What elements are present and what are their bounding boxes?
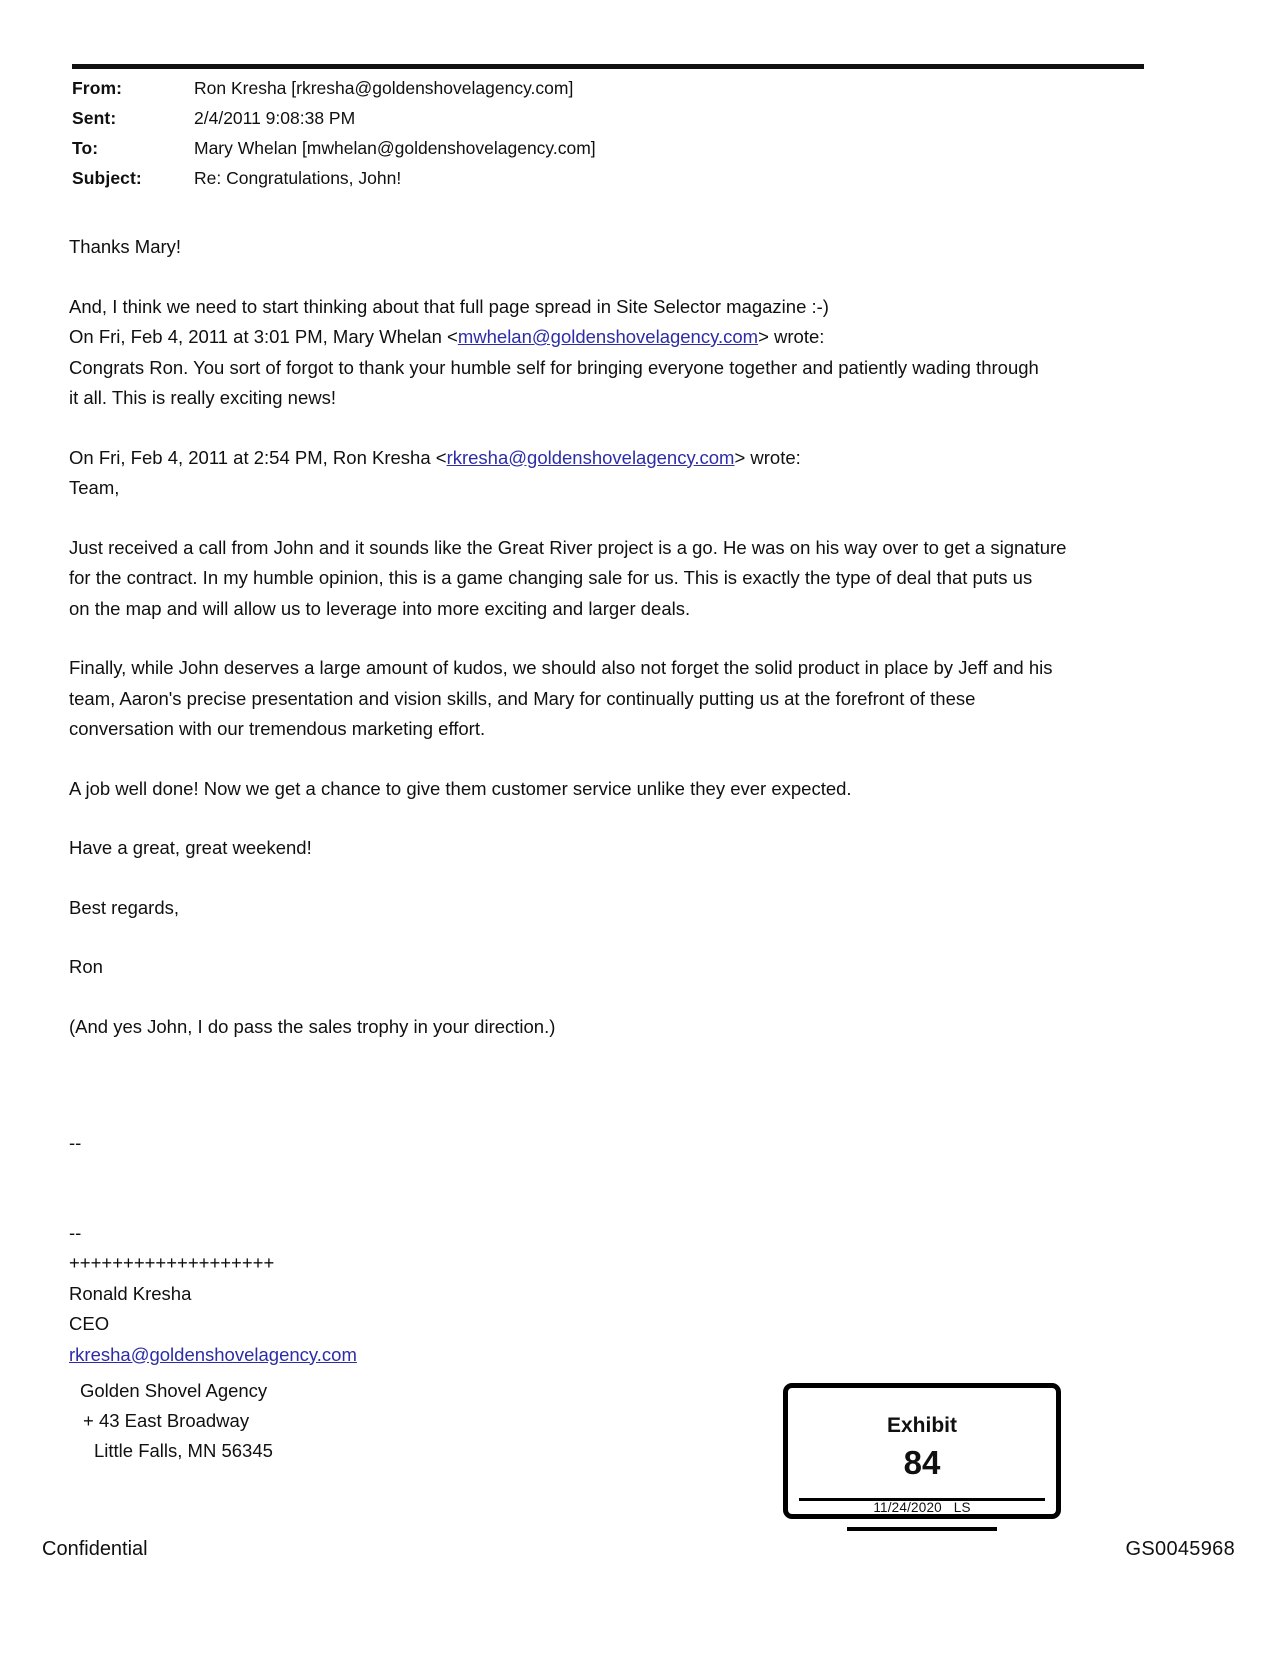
weekend-line: Have a great, great weekend!	[69, 837, 312, 858]
company-address-block	[80, 1376, 273, 1467]
signature-name: Ronald Kresha	[69, 1282, 192, 1304]
quote1-body-line-2: it all. This is really exciting news!	[69, 387, 336, 408]
postscript-line: (And yes John, I do pass the sales trophy in your direction.)	[69, 1015, 556, 1037]
paragraph-weekend	[69, 833, 1129, 864]
quote2-attribution	[69, 443, 1129, 474]
header-row-from	[72, 78, 1072, 108]
project-line-2: for the contract. In my humble opinion, this is a game changing sale for us. This is exactly the type of deal that puts us	[69, 567, 1033, 588]
exhibit-stamp-bottom-edge	[847, 1519, 997, 1531]
company-city-state-zip: Little Falls, MN 56345	[94, 1440, 273, 1462]
paragraph-magazine-and-quote1	[69, 292, 1129, 414]
quote2-prefix: On Fri, Feb 4, 2011 at 2:54 PM, Ron Kresha <	[69, 446, 447, 468]
header-label-to: To:	[72, 138, 99, 158]
header-value-to: Mary Whelan [mwhelan@goldenshovelagency.com]	[194, 138, 596, 158]
exhibit-stamp	[783, 1383, 1061, 1519]
quote1-attribution	[69, 322, 1129, 353]
bates-number: GS0045968	[1125, 1538, 1235, 1560]
dash-separator-1: --	[69, 1132, 82, 1153]
header-label-from: From:	[72, 78, 123, 98]
paragraph-kudos	[69, 653, 1129, 745]
quote1-suffix: > wrote:	[758, 326, 825, 347]
signature-gap	[69, 1159, 769, 1218]
signature-block	[69, 1128, 769, 1370]
signer-line: Ron	[69, 956, 103, 977]
email-body	[69, 232, 1129, 1042]
exhibit-stamp-date	[788, 1500, 1056, 1515]
quote2-email-link[interactable]: rkresha@goldenshovelagency.com	[446, 446, 735, 468]
signature-email-link[interactable]: rkresha@goldenshovelagency.com	[69, 1343, 357, 1365]
header-row-subject	[72, 168, 1072, 198]
exhibit-stamp-title: Exhibit	[886, 1414, 957, 1437]
quote2-salutation: Team,	[69, 477, 120, 498]
plus-separator: +++++++++++++++++++	[69, 1252, 275, 1273]
header-label-subject: Subject:	[72, 168, 142, 188]
header-value-sent: 2/4/2011 9:08:38 PM	[194, 108, 356, 128]
signoff-line: Best regards,	[69, 896, 180, 918]
dash-separator-2: --	[69, 1221, 82, 1243]
company-name: Golden Shovel Agency	[80, 1380, 268, 1401]
well-done-line: A job well done! Now we get a chance to give them customer service unlike they ever expected.	[69, 777, 852, 799]
signature-title: CEO	[69, 1313, 110, 1334]
paragraph-quote2-attribution	[69, 443, 1129, 504]
magazine-line: And, I think we need to start thinking about that full page spread in Site Selector magazine :-)	[69, 295, 829, 317]
project-line-1: Just received a call from John and it sounds like the Great River project is a go. He was on his way over to get a signature	[69, 536, 1067, 558]
header-divider-rule	[72, 64, 1144, 69]
quote2-suffix: > wrote:	[734, 446, 801, 468]
header-row-to	[72, 138, 1072, 168]
header-value-from: Ron Kresha [rkresha@goldenshovelagency.com]	[194, 78, 574, 98]
project-line-3: on the map and will allow us to leverage into more exciting and larger deals.	[69, 597, 691, 619]
quote1-prefix: On Fri, Feb 4, 2011 at 3:01 PM, Mary Whelan <	[69, 326, 458, 347]
header-label-sent: Sent:	[72, 108, 117, 128]
kudos-line-1: Finally, while John deserves a large amount of kudos, we should also not forget the solid product in place by Jeff and his	[69, 657, 1053, 678]
company-street: + 43 East Broadway	[83, 1410, 250, 1432]
exhibit-stamp-initials: LS	[953, 1500, 971, 1515]
paragraph-signoff	[69, 893, 1129, 924]
paragraph-signer	[69, 952, 1129, 983]
paragraph-greeting	[69, 232, 1129, 263]
exhibit-stamp-number: 84	[903, 1444, 941, 1481]
header-row-sent	[72, 108, 1072, 138]
confidentiality-label: Confidential	[42, 1538, 148, 1560]
paragraph-project	[69, 533, 1129, 625]
header-value-subject: Re: Congratulations, John!	[194, 168, 402, 188]
quote1-email-link[interactable]: mwhelan@goldenshovelagency.com	[457, 326, 759, 347]
email-header-block	[72, 78, 1072, 198]
exhibit-stamp-date-value: 11/24/2020	[873, 1500, 942, 1515]
greeting-line: Thanks Mary!	[69, 236, 182, 257]
kudos-line-3: conversation with our tremendous marketing effort.	[69, 718, 486, 739]
quote1-body-line-1: Congrats Ron. You sort of forgot to thank your humble self for bringing everyone together and patiently wading through	[69, 356, 1039, 378]
kudos-line-2: team, Aaron's precise presentation and vision skills, and Mary for continually putting us at the forefront of these	[69, 687, 976, 709]
paragraph-well-done	[69, 774, 1129, 805]
paragraph-postscript	[69, 1012, 1129, 1043]
